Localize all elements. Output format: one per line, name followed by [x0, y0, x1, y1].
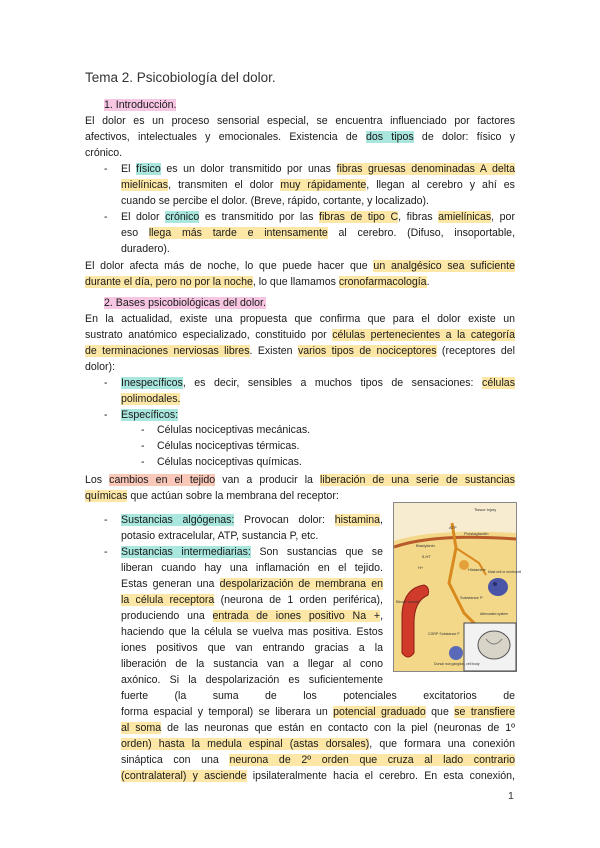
bullet-algogenas-line: potasio extracelular, ATP, sustancia P, etc.: [121, 530, 319, 542]
bullet-intermediarias-line: forma espacial y temporal) se liberara un potencial graduado que se transfiere: [121, 706, 516, 718]
bullet-dash: -: [141, 440, 145, 452]
nociceptor-diagram: [393, 502, 522, 672]
sub-item: Células nociceptivas mecánicas.: [157, 424, 311, 436]
section-heading-bases: 2. Bases psicobiológicas del dolor.: [104, 297, 266, 309]
night-paragraph-line: durante el día, pero no por la noche, lo que llamamos cronofarmacología.: [85, 276, 430, 288]
label-blood-vessel: Blood vessel: [396, 599, 419, 604]
bullet-intermediarias-line: Estas generan una despolarización de membrana en: [121, 578, 383, 590]
intro-paragraph-line: crónico.: [85, 147, 123, 159]
intro-paragraph-line: El dolor es un proceso sensorial especial, se encuentra influenciado por factores: [85, 115, 515, 127]
label-dorsal-root: Dorsal root ganglion, cell body: [434, 662, 480, 666]
bullet-intermediarias-line: (contralateral) y asciende ipsilateralmente hacia el cerebro. En esta conexión,: [121, 770, 515, 782]
label-attenuated: Attenuated system: [480, 612, 509, 616]
bullet-dash: -: [141, 424, 145, 436]
bullet-inespecificos-line: polimodales.: [121, 393, 181, 405]
bullet-intermediarias-line: la célula receptora (neurona de 1 orden periférica),: [121, 594, 383, 606]
tissue-paragraph-line: químicas que actúan sobre la membrana del receptor:: [85, 490, 339, 502]
label-atp: ATP: [449, 525, 457, 530]
label-prostaglandin: Prostaglandin: [464, 531, 489, 536]
bases-paragraph-line: de terminaciones nerviosas libres. Existen varios tipos de nociceptores (receptores del: [85, 345, 516, 357]
label-5ht: 5-HT: [422, 554, 431, 559]
night-paragraph-line: El dolor afecta más de noche, lo que puede hacer que un analgésico sea suficiente: [85, 260, 515, 272]
mast-cell-dot: [493, 582, 497, 586]
sub-item: Células nociceptivas químicas.: [157, 456, 302, 468]
section-heading-intro: 1. Introducción.: [104, 99, 177, 111]
label-h-plus: H+: [418, 565, 424, 570]
bullet-fisico-line: mielínicas, transmiten el dolor muy rápidamente, llegan al cerebro y ahí es: [121, 179, 515, 191]
page-number: 1: [508, 790, 514, 802]
bullet-fisico-line: cuando se percibe el dolor. (Breve, rápido, cortante, y localizado).: [121, 195, 429, 207]
page-title: Tema 2. Psicobiología del dolor.: [85, 70, 276, 85]
bullet-intermediarias-line: sináptica con una neurona de 2º orden que cruza al lado contrario: [121, 754, 515, 766]
bullet-dash: -: [104, 409, 108, 421]
bases-paragraph-line: En la actualidad, existe una propuesta que confirma que para el dolor existe un: [85, 313, 515, 325]
sub-item: Células nociceptivas térmicas.: [157, 440, 300, 452]
bullet-intermediarias-line: iones positivos que van entrando gracias a la: [121, 642, 383, 654]
bullet-intermediarias-line: liberan cuando hay una inflamación en el tejido.: [121, 562, 383, 574]
bullet-dash: -: [104, 514, 108, 526]
mast-cell: [488, 578, 508, 596]
bullet-intermediarias-line: fuerte (la suma de los potenciales excitatorios de: [121, 690, 515, 702]
bullet-dash: -: [104, 163, 108, 175]
label-cgrp: CGRP Substance P: [428, 632, 460, 636]
bullet-intermediarias: Sustancias intermediarias: Son sustancias que se: [121, 546, 383, 558]
bullet-dash: -: [141, 456, 145, 468]
bullet-fisico: El físico es un dolor transmitido por unas fibras gruesas denominadas A delta: [121, 163, 515, 175]
bases-paragraph-line: sustrato anatómico especializado, constituido por células pertenecientes a la categoría: [85, 329, 515, 341]
bases-paragraph-line: dolor):: [85, 361, 116, 373]
bullet-intermediarias-line: liberación de la sustancia van a llegar al cono: [121, 658, 383, 670]
bullet-cronico: El dolor crónico es transmitido por las fibras de tipo C, fibras amielínicas, por: [121, 211, 515, 223]
label-bradykinin: Bradykinin: [416, 543, 435, 548]
bullet-inespecificos: Inespecíficos, es decir, sensibles a muchos tipos de sensaciones: células: [121, 377, 515, 389]
spinal-cord-section: [478, 631, 510, 659]
label-substance-p: Substance P: [460, 595, 483, 600]
nociceptor-illustration: [394, 503, 522, 671]
label-histamine: Histamine: [468, 567, 486, 572]
bullet-cronico-line: duradero).: [121, 243, 170, 255]
bullet-intermediarias-line: orden) hasta la medula espinal (astas dorsales), que formara una conexión: [121, 738, 515, 750]
label-tissue-injury: Tissue injury: [474, 507, 497, 512]
bullet-intermediarias-line: haciendo que la célula se vuelva mas positiva. Estos: [121, 626, 383, 638]
tissue-paragraph-line: Los cambios en el tejido van a producir la liberación de una serie de sustancias: [85, 474, 515, 486]
bullet-dash: -: [104, 377, 108, 389]
bullet-intermediarias-line: al soma de las neuronas que están en contacto con la piel (neuronas de 1º: [121, 722, 515, 734]
bullet-dash: -: [104, 211, 108, 223]
bullet-intermediarias-line: axónico. Si la despolarización es suficientemente: [121, 674, 383, 686]
label-mast-cell: Mast cell or neutrophil: [488, 570, 522, 574]
bullet-dash: -: [104, 546, 108, 558]
bullet-cronico-line: eso llega más tarde e intensamente al cerebro. (Difuso, insoportable,: [121, 227, 516, 239]
bullet-algogenas: Sustancias algógenas: Provocan dolor: histamina,: [121, 514, 383, 526]
ganglion-cell-body: [449, 646, 463, 660]
intro-paragraph-line: afectivos, intelectuales y emocionales. Existencia de dos tipos de dolor: físico y: [85, 131, 515, 143]
bullet-especificos: Específicos:: [121, 409, 179, 421]
bullet-intermediarias-line: produciendo una entrada de iones positivo Na +,: [121, 610, 384, 622]
